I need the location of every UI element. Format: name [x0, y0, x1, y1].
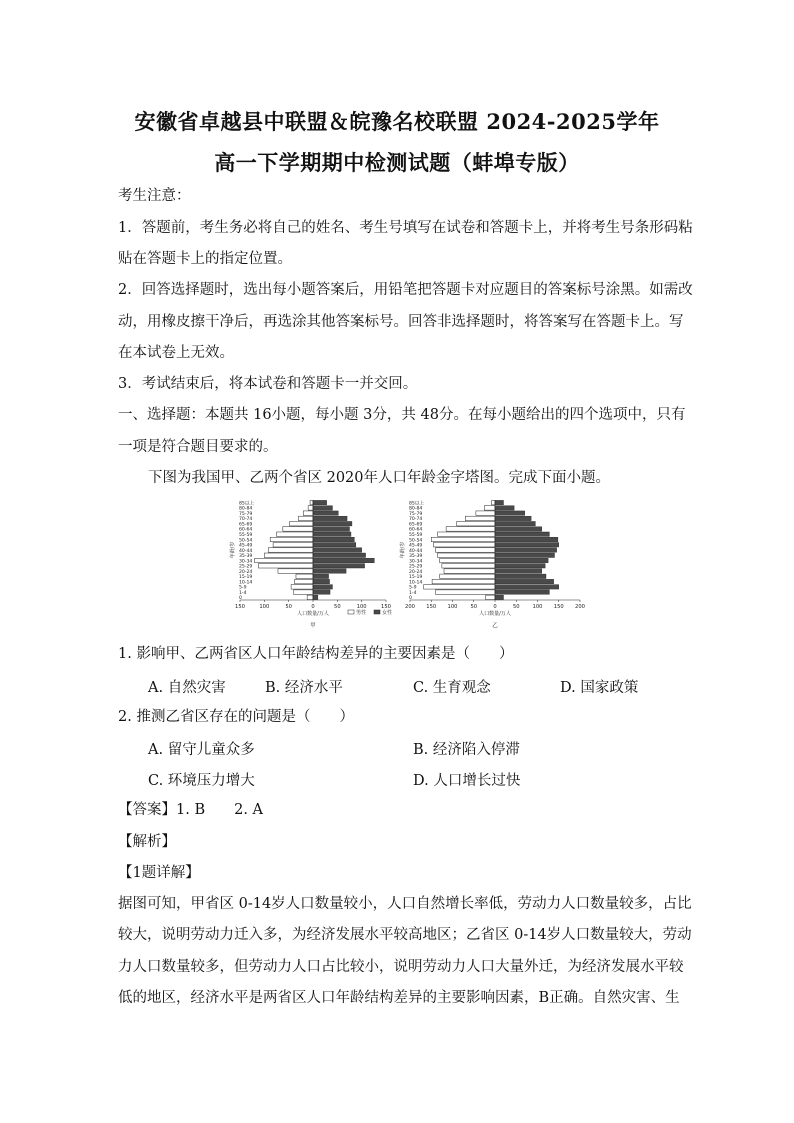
x-tick-label: 150	[235, 604, 245, 610]
male-bar	[283, 527, 313, 531]
age-tick-label: 20-24	[409, 569, 423, 575]
age-tick-label: 0	[239, 596, 242, 602]
age-tick-label: 40-44	[239, 548, 253, 554]
male-bar	[486, 595, 495, 599]
male-bar	[270, 537, 313, 541]
age-tick-label: 60-64	[409, 527, 423, 533]
female-bar	[495, 532, 549, 536]
y-axis-label: 年龄/岁	[230, 541, 236, 559]
female-bar	[313, 585, 332, 589]
female-bar	[495, 511, 525, 515]
female-bar	[313, 553, 366, 557]
female-bar	[313, 564, 365, 568]
male-bar	[431, 537, 495, 541]
age-tick-label: 30-34	[239, 559, 253, 565]
female-bar	[495, 537, 558, 541]
male-bar	[446, 527, 495, 531]
question-stem: 下图为我国甲、乙两个省区 2020年人口年龄金字塔图。完成下面小题。	[148, 470, 611, 486]
female-bar	[495, 574, 546, 578]
age-tick-label: 25-29	[409, 564, 423, 570]
age-tick-label: 65-69	[409, 522, 423, 528]
male-bar	[310, 500, 313, 504]
female-bar	[313, 579, 330, 583]
age-tick-label: 55-59	[239, 533, 253, 539]
age-tick-label: 55-59	[409, 533, 423, 539]
male-bar	[258, 564, 313, 568]
analysis-heading: 【解析】	[118, 834, 176, 850]
male-bar	[438, 532, 495, 536]
q1-stem: 1. 影响甲、乙两省区人口年龄结构差异的主要因素是（ ）	[118, 646, 514, 662]
q1-option-d[interactable]: D. 国家政策	[560, 680, 639, 696]
x-tick-label: 0	[311, 604, 315, 610]
legend-female-label: 女性	[382, 610, 393, 616]
male-bar	[465, 516, 495, 520]
age-tick-label: 5-9	[409, 585, 417, 591]
age-tick-label: 85以上	[239, 501, 255, 507]
male-bar	[442, 564, 495, 568]
female-bar	[495, 590, 549, 594]
population-pyramid-figure	[228, 492, 588, 634]
female-bar	[495, 543, 559, 547]
exam-title-line2: 高一下学期期中检测试题（蚌埠专版）	[214, 150, 580, 175]
female-bar	[495, 553, 555, 557]
x-axis-title: 人口数量/万人	[479, 611, 511, 617]
female-bar	[313, 521, 352, 525]
male-bar	[440, 558, 495, 562]
male-bar	[308, 506, 313, 510]
female-bar	[495, 521, 535, 525]
x-tick-label: 100	[259, 604, 270, 610]
male-bar	[424, 585, 495, 589]
male-bar	[295, 579, 313, 583]
age-tick-label: 50-54	[409, 538, 423, 544]
male-bar	[290, 521, 313, 525]
female-bar	[313, 500, 327, 504]
age-tick-label: 35-39	[239, 554, 253, 560]
female-bar	[313, 537, 354, 541]
female-bar	[313, 590, 330, 594]
female-bar	[313, 516, 347, 520]
notice-item2-line2: 动，用橡皮擦干净后，再选涂其他答案标号。回答非选择题时，将答案写在答题卡上。写	[118, 314, 684, 330]
age-tick-label: 70-74	[239, 517, 253, 523]
male-bar	[294, 590, 313, 594]
male-bar	[440, 574, 495, 578]
age-tick-label: 35-39	[409, 554, 423, 560]
detail-line-1: 据图可知，甲省区 0-14岁人口数量较小，人口自然增长率低，劳动力人口数量较多，占比	[118, 896, 692, 912]
female-bar	[495, 595, 504, 599]
q2-stem: 2. 推测乙省区存在的问题是（ ）	[118, 709, 354, 725]
female-bar	[313, 511, 338, 515]
x-tick-label: 50	[334, 604, 341, 610]
age-tick-label: 5-9	[239, 585, 247, 591]
age-tick-label: 30-34	[409, 559, 423, 565]
x-tick-label: 50	[470, 604, 478, 610]
female-bar	[495, 548, 557, 552]
age-tick-label: 85以上	[409, 501, 425, 507]
age-tick-label: 65-69	[239, 522, 253, 528]
age-tick-label: 75-79	[409, 511, 423, 517]
male-bar	[436, 548, 496, 552]
x-tick-label: 50	[512, 604, 520, 610]
exam-title-line1: 安徽省卓越县中联盟＆皖豫名校联盟 2024-2025学年	[134, 109, 660, 134]
notice-item1-line1: 1．答题前，考生务必将自己的姓名、考生号填写在试卷和答题卡上，并将考生号条形码粘	[118, 220, 693, 236]
male-bar	[277, 532, 314, 536]
female-bar	[313, 532, 351, 536]
age-tick-label: 15-19	[409, 575, 423, 581]
age-tick-label: 1-4	[409, 590, 417, 596]
age-tick-label: 10-14	[409, 580, 423, 586]
female-bar	[313, 569, 346, 573]
age-tick-label: 80-84	[409, 506, 423, 512]
q1-option-b[interactable]: B. 经济水平	[265, 680, 343, 696]
age-tick-label: 60-64	[239, 527, 253, 533]
x-tick-label: 0	[493, 604, 497, 610]
x-tick-label: 100	[447, 604, 458, 610]
age-tick-label: 75-79	[239, 511, 253, 517]
female-bar	[313, 527, 350, 531]
female-bar	[313, 558, 374, 562]
male-bar	[432, 579, 495, 583]
q2-option-b[interactable]: B. 经济陷入停滞	[413, 742, 520, 758]
detail-line-4: 低的地区，经济水平是两省区人口年龄结构差异的主要影响因素，B正确。自然灾害、生	[118, 990, 680, 1006]
notice-item1-line2: 贴在答题卡上的指定位置。	[118, 251, 292, 267]
detail-heading: 【1题详解】	[118, 865, 200, 881]
male-bar	[291, 585, 313, 589]
notice-heading: 考生注意：	[118, 188, 191, 204]
notice-item2-line1: 2．回答选择题时，选出每小题答案后，用铅笔把答题卡对应题目的答案标号涂黑。如需改	[118, 282, 693, 298]
male-bar	[492, 500, 495, 504]
age-tick-label: 80-84	[239, 506, 253, 512]
female-bar	[495, 527, 542, 531]
population-pyramids-svg	[228, 492, 588, 634]
male-bar	[268, 548, 313, 552]
x-tick-label: 200	[405, 604, 415, 610]
female-bar	[313, 574, 329, 578]
age-tick-label: 25-29	[239, 564, 253, 570]
female-bar	[313, 543, 356, 547]
answer-line: 【答案】1. B 2. A	[118, 802, 264, 818]
chart-label: 乙	[492, 623, 498, 629]
detail-line-2: 较大，说明劳动力迁入多，为经济发展水平较高地区；乙省区 0-14岁人口数量较大，劳动	[118, 927, 692, 943]
female-bar	[495, 564, 545, 568]
q2-option-d[interactable]: D. 人口增长过快	[413, 773, 521, 789]
section1-line1: 一、选择题：本题共 16小题，每小题 3分，共 48分。在每小题给出的四个选项中，只有	[118, 407, 686, 423]
female-bar	[313, 548, 362, 552]
female-bar	[313, 506, 332, 510]
female-bar	[313, 595, 318, 599]
q2-option-c[interactable]: C. 环境压力增大	[148, 773, 255, 789]
male-bar	[484, 506, 495, 510]
chart-label: 甲	[310, 623, 316, 629]
q2-option-a[interactable]: A. 留守儿童众多	[148, 742, 255, 758]
male-bar	[303, 511, 313, 515]
female-bar	[495, 500, 504, 504]
age-tick-label: 50-54	[239, 538, 253, 544]
male-bar	[457, 521, 495, 525]
male-bar	[438, 553, 495, 557]
age-tick-label: 40-44	[409, 548, 423, 554]
x-tick-label: 150	[426, 604, 437, 610]
notice-item2-line3: 在本试卷上无效。	[118, 345, 234, 361]
legend-female-swatch	[374, 610, 380, 614]
x-tick-label: 150	[381, 604, 391, 610]
age-tick-label: 0	[409, 596, 412, 602]
x-tick-label: 50	[285, 604, 292, 610]
age-tick-label: 45-49	[239, 543, 253, 549]
male-bar	[436, 590, 496, 594]
legend-male-swatch	[348, 610, 354, 614]
female-bar	[495, 569, 542, 573]
age-tick-label: 70-74	[409, 517, 423, 523]
female-bar	[495, 558, 548, 562]
male-bar	[433, 543, 495, 547]
age-tick-label: 20-24	[239, 569, 253, 575]
x-tick-label: 200	[575, 604, 585, 610]
male-bar	[444, 569, 495, 573]
x-axis-title: 人口数量/万人	[297, 611, 329, 617]
male-bar	[296, 574, 313, 578]
q1-option-a[interactable]: A. 自然灾害	[148, 680, 226, 696]
x-tick-label: 100	[356, 604, 367, 610]
male-bar	[273, 543, 313, 547]
q1-option-c[interactable]: C. 生育观念	[413, 680, 491, 696]
male-bar	[307, 595, 313, 599]
age-tick-label: 1-4	[239, 590, 247, 596]
age-tick-label: 10-14	[239, 580, 253, 586]
section1-line2: 一项是符合题目要求的。	[118, 439, 278, 455]
female-bar	[495, 579, 554, 583]
legend-male-label: 男性	[356, 610, 367, 616]
male-bar	[264, 553, 313, 557]
age-tick-label: 45-49	[409, 543, 423, 549]
detail-line-3: 力人口数量较多，但劳动力人口占比较小，说明劳动力人口大量外迁，为经济发展水平较	[118, 959, 684, 975]
age-tick-label: 15-19	[239, 575, 253, 581]
female-bar	[495, 585, 559, 589]
female-bar	[495, 506, 514, 510]
male-bar	[278, 569, 313, 573]
male-bar	[476, 511, 495, 515]
female-bar	[495, 516, 531, 520]
notice-item3: 3．考试结束后，将本试卷和答题卡一并交回。	[118, 376, 418, 392]
male-bar	[298, 516, 313, 520]
x-tick-label: 150	[553, 604, 564, 610]
y-axis-label: 年龄/岁	[400, 541, 406, 559]
male-bar	[255, 558, 313, 562]
x-tick-label: 100	[532, 604, 543, 610]
